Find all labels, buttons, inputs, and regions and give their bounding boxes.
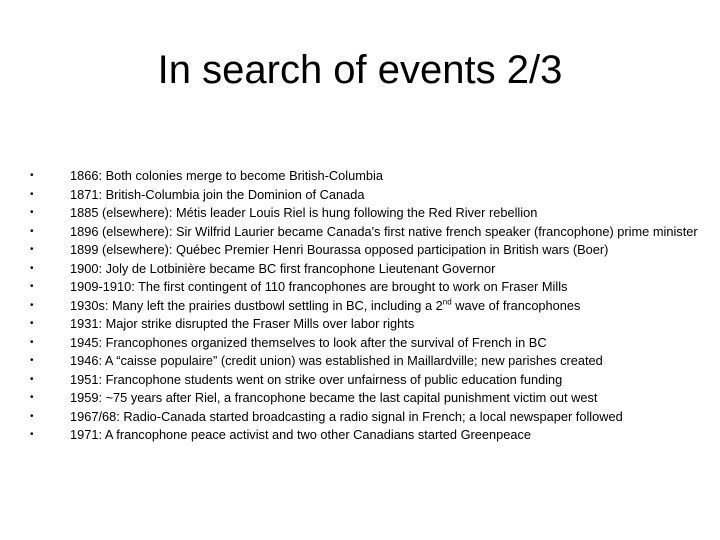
bullet-text [70,298,580,313]
bullet-item [30,205,700,221]
bullet-text: 1959: ~75 years after Riel, a francophone became the last capital punishment victim out west [70,390,598,405]
bullet-icon: • [30,336,34,348]
bullet-text: 1900: Joly de Lotbinière became BC first francophone Lieutenant Governor [70,260,496,276]
bullet-item [30,242,700,258]
bullet-icon: • [30,392,34,403]
bullet-icon: • [30,355,34,366]
bullet-item [30,224,700,240]
bullet-item [30,427,700,443]
bullet-text-part: 1930s: Many left the prairies dustbowl settling in BC, including a 2 [70,297,443,313]
bullet-icon: • [30,429,34,440]
bullet-text: 1946: A “caisse populaire” (credit union) was established in Maillardville; new parishes created [70,353,603,368]
bullet-text: 1896 (elsewhere): Sir Wilfrid Laurier became Canada's first native french speaker (francophone) prime minister [70,223,698,239]
bullet-icon: • [30,410,34,422]
bullet-icon: • [30,207,34,218]
bullet-text: 1951: Francophone students went on strike over unfairness of public education funding [70,371,563,387]
ordinal-suffix: nd [442,297,452,307]
bullet-item [30,353,700,369]
bullet-text: 1899 (elsewhere): Québec Premier Henri Bourassa opposed participation in British wars (Boer) [70,242,609,257]
bullet-item [30,261,700,277]
bullet-text: 1866: Both colonies merge to become British-Columbia [70,168,383,183]
bullet-text: 1871: British-Columbia join the Dominion of Canada [70,186,365,202]
bullet-item [30,390,700,406]
bullet-icon: • [30,225,34,237]
bullet-icon: • [30,188,34,200]
bullet-icon: • [30,244,34,255]
bullet-item [30,168,700,184]
event-bullet-list [30,168,700,446]
bullet-icon: • [30,318,34,329]
bullet-item [30,316,700,332]
bullet-icon: • [30,170,34,181]
bullet-item [30,187,700,203]
bullet-text: 1967/68: Radio-Canada started broadcasting a radio signal in French; a local newspaper followed [70,408,623,424]
bullet-icon: • [30,299,34,311]
bullet-item [30,372,700,388]
bullet-icon: • [30,281,34,292]
bullet-text: 1971: A francophone peace activist and two other Canadians started Greenpeace [70,427,532,442]
bullet-icon: • [30,373,34,385]
bullet-text: 1931: Major strike disrupted the Fraser Mills over labor rights [70,316,415,331]
bullet-item [30,298,700,314]
bullet-item [30,335,700,351]
bullet-text: 1885 (elsewhere): Métis leader Louis Riel is hung following the Red River rebellion [70,205,538,220]
bullet-icon: • [30,262,34,274]
bullet-item [30,409,700,425]
bullet-item [30,279,700,295]
bullet-text: 1909-1910: The first contingent of 110 francophones are brought to work on Fraser Mills [70,279,568,294]
bullet-text-part: wave of francophones [451,297,581,313]
bullet-text: 1945: Francophones organized themselves to look after the survival of French in BC [70,334,547,350]
slide-title: In search of events 2/3 [157,48,563,92]
